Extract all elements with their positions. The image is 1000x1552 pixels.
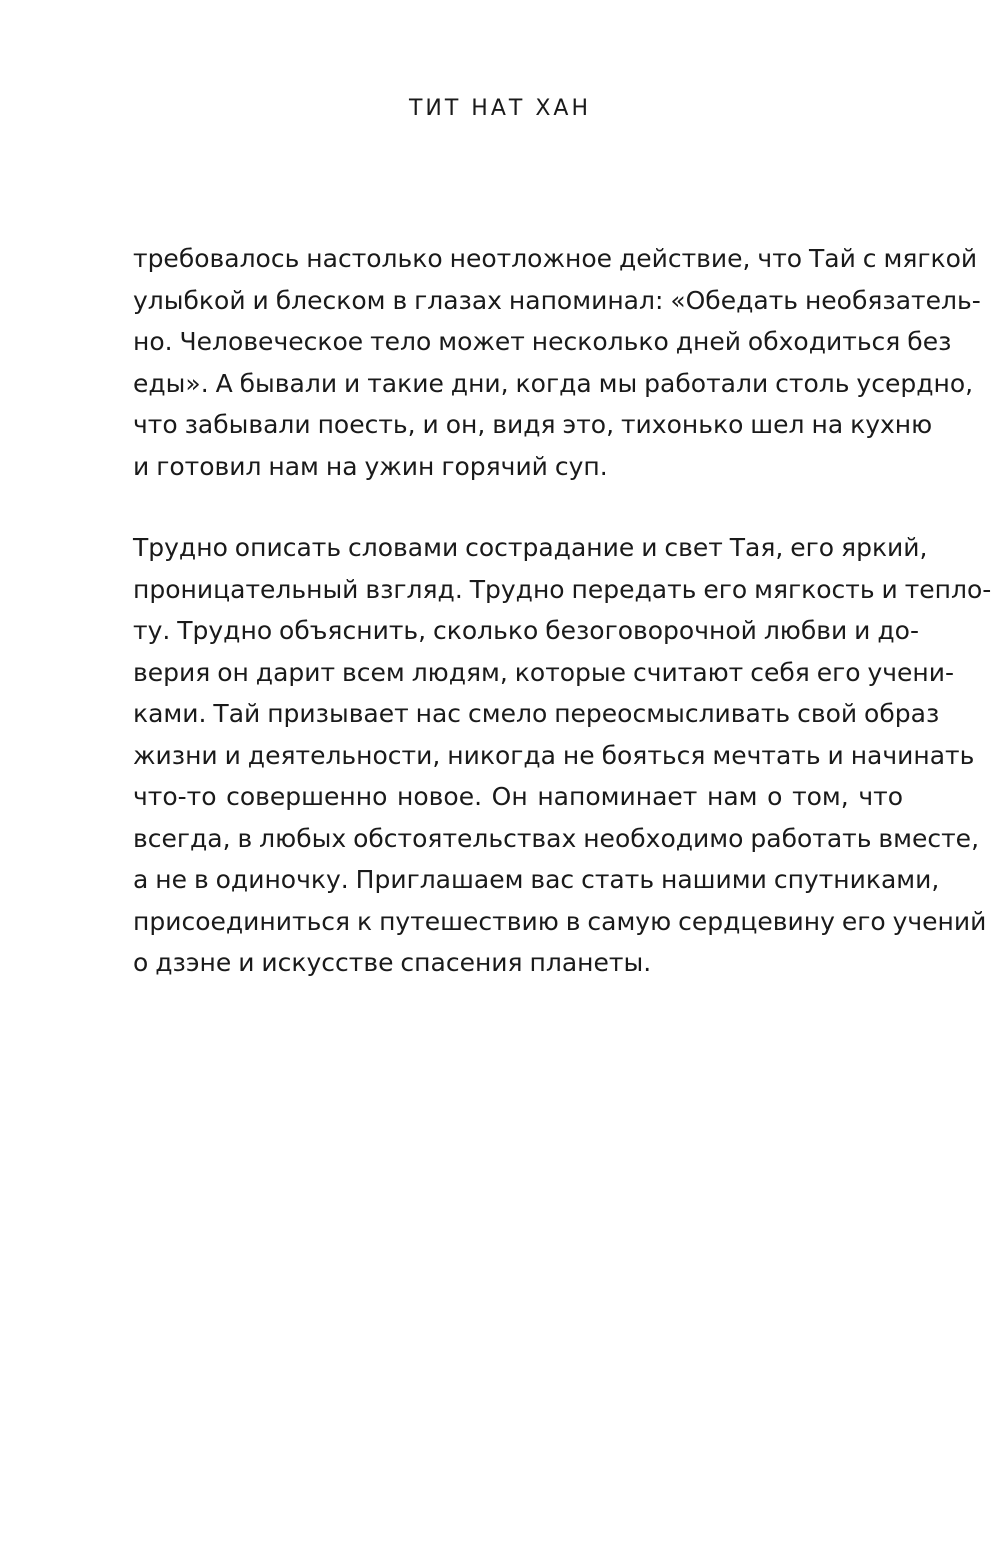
paragraph-1 (133, 238, 981, 487)
text-line: еды». А бывали и такие дни, когда мы работали столь усердно, (133, 368, 974, 398)
text-line: и готовил нам на ужин горячий суп. (133, 451, 608, 481)
text-line: верия он дарит всем людям, которые считают себя его учени- (133, 657, 955, 687)
text-line: присоединиться к путешествию в самую сердцевину его учений (133, 906, 987, 936)
text-line: ту. Трудно объяснить, сколько безоговорочной любви и до- (133, 616, 919, 645)
text-line: о дзэне и искусстве спасения планеты. (133, 948, 652, 977)
text-line: что забывали поесть, и он, видя это, тихонько шел на кухню (133, 410, 933, 439)
text-line: проницательный взгляд. Трудно передать его мягкость и тепло- (133, 574, 992, 604)
paragraph-2 (133, 527, 992, 984)
text-line: но. Человеческое тело может несколько дней обходиться без (133, 327, 952, 356)
text-line: Трудно описать словами сострадание и свет Тая, его яркий, (133, 533, 928, 562)
text-line: ками. Тай призывает нас смело переосмысливать свой образ (133, 699, 940, 728)
text-line: требовалось настолько неотложное действие, что Тай с мягкой (133, 244, 978, 273)
text-line: а не в одиночку. Приглашаем вас стать нашими спутниками, (133, 865, 940, 894)
body-text (133, 238, 992, 984)
text-line: улыбкой и блеском в глазах напоминал: «Обедать необязатель- (133, 285, 981, 315)
text-line: что-то совершенно новое. Он напоминает нам о том, что (133, 782, 903, 811)
text-line: жизни и деятельности, никогда не бояться мечтать и начинать (133, 740, 975, 770)
text-line: всегда, в любых обстоятельствах необходимо работать вместе, (133, 823, 980, 853)
running-header: ТИТ НАТ ХАН (408, 96, 591, 121)
